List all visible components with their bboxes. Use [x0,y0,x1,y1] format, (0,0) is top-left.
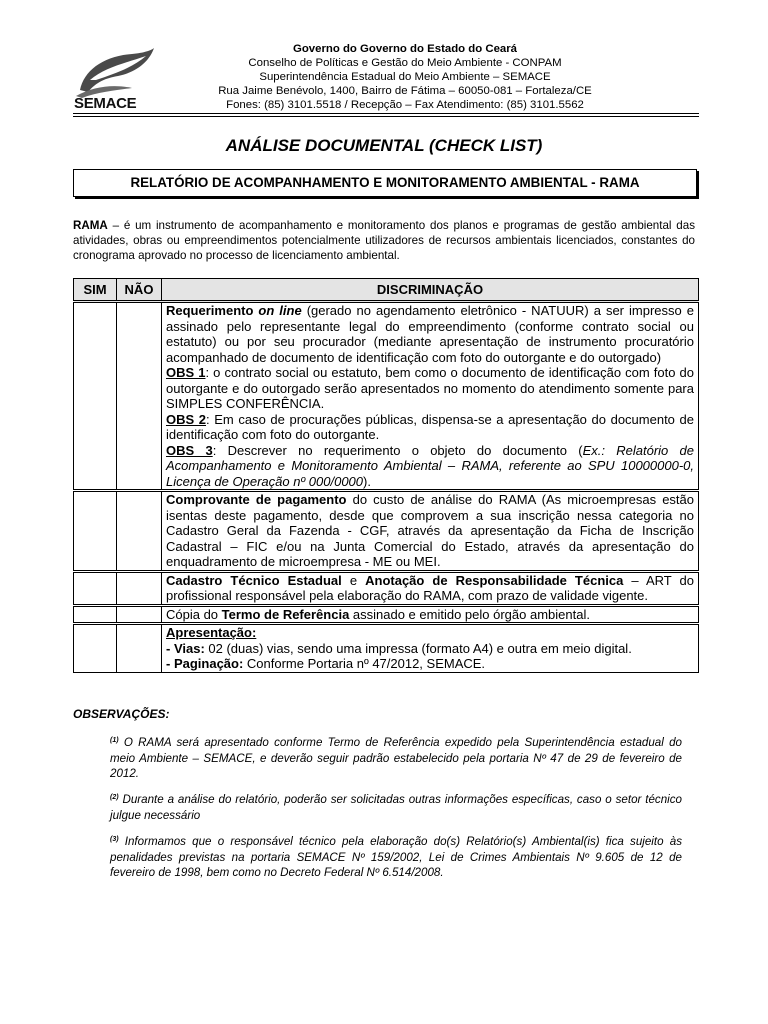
discriminacao-cell [162,302,699,491]
item-text: Cópia do [166,606,222,622]
item-label: Requerimento [166,303,259,318]
note-text: Informamos que o responsável técnico pela elaboração do(s) Relatório(s) Ambiental(is) fica sujeito às penalidades previstas na portaria SEMACE Nº 159/2002, Lei de Crimes Ambientais Nº 9.605 de 12 de fevereiro de 1998, bem como no Decreto Federal Nº 6.514/2008. [110,835,682,879]
institution-block [180,42,630,112]
item-label: - Vias: [166,640,205,656]
discriminacao-cell [162,624,699,673]
superintendency-line: Superintendência Estadual do Meio Ambiente – SEMACE [259,71,551,83]
obs-end: ). [363,473,371,489]
table-row [74,624,699,673]
document-title: ANÁLISE DOCUMENTAL (CHECK LIST) [225,136,543,155]
phone-line: Fones: (85) 3101.5518 / Recepção – Fax Atendimento: (85) 3101.5562 [226,99,584,111]
discriminacao-cell [162,491,699,572]
bird-leaf-icon [74,46,156,98]
intro-term: RAMA [73,219,108,232]
table-row [74,302,699,491]
header-divider [73,113,699,114]
observations-heading: OBSERVAÇÕES: [73,707,170,721]
col-header-discriminacao: DISCRIMINAÇÃO [162,279,699,302]
obs-label: OBS 2 [166,411,207,427]
obs-text: : Descrever no requerimento o objeto do documento ( [212,442,583,458]
logo-text: SEMACE [74,95,137,112]
item-label: Comprovante de pagamento [166,492,347,507]
item-text: 02 (duas) vias, sendo uma impressa (formato A4) e outra em meio digital. [204,640,632,656]
checkbox-nao-cell[interactable] [117,571,162,605]
obs-label: OBS 1 [166,365,206,380]
discriminacao-cell [162,605,699,624]
item-label: Anotação de Responsabilidade Técnica [365,572,624,588]
item-label: - Paginação: [166,656,244,671]
obs-example: Ex.: Relatório de Acompanhamento e Monitoramento Ambiental – RAMA, referente ao SPU 10000000-0, Licença de Operação nº 000/0000 [166,442,695,489]
obs-text: : o contrato social ou estatuto, bem como o documento de identificação com foto do outorgante e do outorgado serão apresentados no momento do atendimento somente para SIMPLES CONFERÊNCIA. [166,365,694,411]
checkbox-nao-cell[interactable] [117,302,162,491]
observation-note [110,832,682,881]
table-row [74,571,699,605]
item-text: assinado e emitido pelo órgão ambiental. [349,606,590,622]
item-label: Cadastro Técnico Estadual [166,572,342,588]
item-text: do custo de análise do RAMA (As microempresas estão isentas deste pagamento, desde que comprovem a sua inscrição nessa categoria no Cadastro Geral da Fazenda - CGF, através da apresentação da Ficha de Inscrição Cadastral – FIC e/ou na Junta Comercial do Estado, através da apresentação do enquadramento de microempresa - ME ou MEI. [166,492,694,569]
item-text: – ART do profissional responsável pela elaboração do RAMA, com prazo de validade vigente. [166,572,694,603]
table-header-row [74,279,699,302]
item-heading: Apresentação: [166,625,257,640]
checkbox-sim-cell[interactable] [74,605,117,624]
checkbox-sim-cell[interactable] [74,571,117,605]
semace-logo [74,46,156,112]
item-label: Termo de Referência [221,606,350,622]
checklist-table [73,278,699,673]
note-mark: (3) [110,836,119,843]
obs-label: OBS 3 [166,442,213,458]
table-row [74,491,699,572]
checkbox-sim-cell[interactable] [74,624,117,673]
checkbox-nao-cell[interactable] [117,605,162,624]
observation-note [110,790,682,823]
note-mark: (1) [110,737,119,744]
checkbox-nao-cell[interactable] [117,624,162,673]
observation-note [110,733,682,782]
address-line: Rua Jaime Benévolo, 1400, Bairro de Fátima – 60050-081 – Fortaleza/CE [218,85,592,97]
checkbox-sim-cell[interactable] [74,302,117,491]
item-text: e [341,572,366,588]
report-title-box: RELATÓRIO DE ACOMPANHAMENTO E MONITORAMENTO AMBIENTAL - RAMA [73,169,697,197]
government-line: Governo do Governo do Estado do Ceará [292,43,518,55]
item-text: (gerado no agendamento eletrônico - NATUUR) a ser impresso e assinado pelo representante legal do empreendimento (conforme contrato social ou estatuto) ou por seu procurador (mediante apresentação de instrumento procuratório acompanhado de documento de identificação com foto do outorgante e do outorgado) [166,303,694,365]
council-line: Conselho de Políticas e Gestão do Meio Ambiente - CONPAM [248,57,562,69]
note-mark: (2) [110,794,119,801]
item-text: Conforme Portaria nº 47/2012, SEMACE. [243,656,486,671]
item-label-italic: on line [258,303,302,318]
note-text: Durante a análise do relatório, poderão ser solicitadas outras informações específicas, caso o setor técnico julgue necessário [110,793,682,822]
col-header-sim: SIM [74,279,117,302]
checkbox-nao-cell[interactable] [117,491,162,572]
intro-text: – é um instrumento de acompanhamento e monitoramento dos planos e programas de gestão ambiental das atividades, obras ou empreendimentos potencialmente utilizadores de recursos ambientais licenciados, constantes do cronograma aprovado no processo de licenciamento ambiental. [73,219,695,262]
col-header-nao: NÃO [117,279,162,302]
intro-paragraph [73,218,695,263]
discriminacao-cell [162,571,699,605]
table-row [74,605,699,624]
checkbox-sim-cell[interactable] [74,491,117,572]
note-text: O RAMA será apresentado conforme Termo de Referência expedido pela Superintendência estadual do meio Ambiente – SEMACE, e deverão seguir padrão estabelecido pela portaria Nº 47 de 29 de fevereiro de 2012. [110,736,682,780]
header-divider [73,116,699,117]
obs-text: : Em caso de procurações públicas, dispensa-se a apresentação do documento de identificação com foto do outorgante. [166,411,694,442]
